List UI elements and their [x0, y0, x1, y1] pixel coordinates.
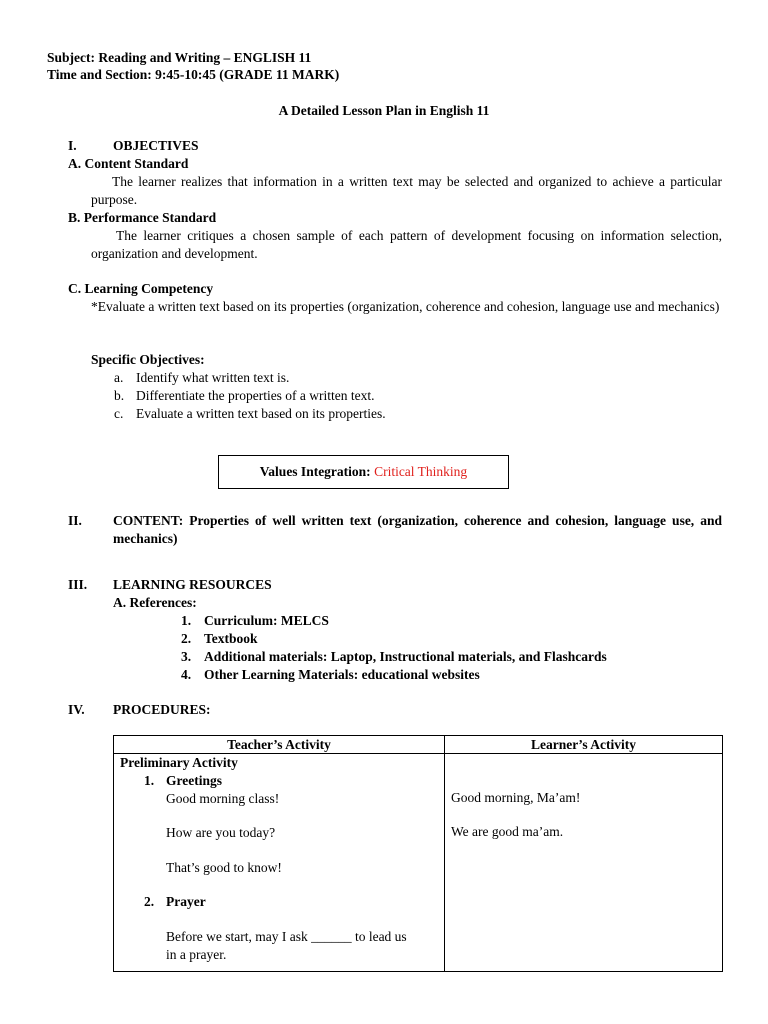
list-item: Identify what written text is. [136, 370, 290, 385]
list-item-marker: b. [114, 388, 125, 403]
preliminary-activity-label: Preliminary Activity [120, 755, 238, 770]
objectives-numeral: I. [68, 138, 77, 153]
table-header-row [114, 736, 723, 754]
references-label: A. References: [113, 595, 197, 610]
list-item-marker: 3. [181, 649, 192, 664]
subject-line: Subject: Reading and Writing – ENGLISH 11 [47, 50, 312, 65]
list-item-marker: a. [114, 370, 124, 385]
list-item-marker: 2. [181, 631, 192, 646]
prayer-text: in a prayer. [166, 947, 227, 962]
list-item: Other Learning Materials: educational websites [204, 667, 480, 682]
document-title: A Detailed Lesson Plan in English 11 [278, 103, 490, 118]
list-item: Curriculum: MELCS [204, 613, 329, 628]
teacher-activity-cell [114, 754, 445, 972]
learning-competency-label: C. Learning Competency [68, 281, 214, 296]
table-row [114, 754, 723, 972]
content-numeral: II. [68, 513, 82, 528]
procedures-heading: PROCEDURES: [113, 702, 211, 717]
list-item-marker: 4. [181, 667, 192, 682]
values-integration-box [218, 455, 509, 489]
specific-objectives-heading: Specific Objectives: [91, 352, 205, 367]
objectives-heading: OBJECTIVES [113, 138, 199, 153]
performance-standard-text: The learner critiques a chosen sample of each pattern of development focusing on information selection, organization and development. [91, 228, 722, 261]
time-section-line: Time and Section: 9:45-10:45 (GRADE 11 MARK) [47, 67, 340, 82]
greetings-marker: 1. [144, 773, 155, 788]
prayer-text: Before we start, may I ask ______ to lead us [166, 929, 407, 944]
list-item: Differentiate the properties of a written text. [136, 388, 375, 403]
teacher-line: How are you today? [166, 825, 276, 840]
values-integration-value: Critical Thinking [374, 464, 468, 479]
learner-line: We are good ma’am. [451, 824, 564, 839]
list-item: Evaluate a written text based on its properties. [136, 406, 386, 421]
list-item: Textbook [204, 631, 258, 646]
content-text: CONTENT: Properties of well written text (organization, coherence and cohesion, language use, and mechanics) [113, 513, 722, 546]
list-item-marker: c. [114, 406, 124, 421]
greetings-label: Greetings [166, 773, 222, 788]
learner-activity-header: Learner’s Activity [445, 736, 723, 754]
prayer-marker: 2. [144, 894, 155, 909]
learning-resources-numeral: III. [68, 577, 88, 592]
learning-resources-heading: LEARNING RESOURCES [113, 577, 272, 592]
procedures-table [113, 735, 723, 972]
teacher-line: That’s good to know! [166, 860, 282, 875]
teacher-line: Good morning class! [166, 791, 280, 806]
content-standard-text: The learner realizes that information in a written text may be selected and organized to achieve a particular purpose. [91, 174, 722, 207]
content-standard-label: A. Content Standard [68, 156, 189, 171]
performance-standard-label: B. Performance Standard [68, 210, 217, 225]
list-item: Additional materials: Laptop, Instructional materials, and Flashcards [204, 649, 607, 664]
learner-activity-cell [445, 754, 723, 972]
prayer-label: Prayer [166, 894, 206, 909]
learner-line: Good morning, Ma’am! [451, 790, 581, 805]
values-integration-label: Values Integration: [259, 464, 375, 479]
procedures-numeral: IV. [68, 702, 85, 717]
learning-competency-text: *Evaluate a written text based on its properties (organization, coherence and cohesion, language use and mechanics) [91, 299, 720, 314]
teacher-activity-header: Teacher’s Activity [114, 736, 445, 754]
list-item-marker: 1. [181, 613, 192, 628]
